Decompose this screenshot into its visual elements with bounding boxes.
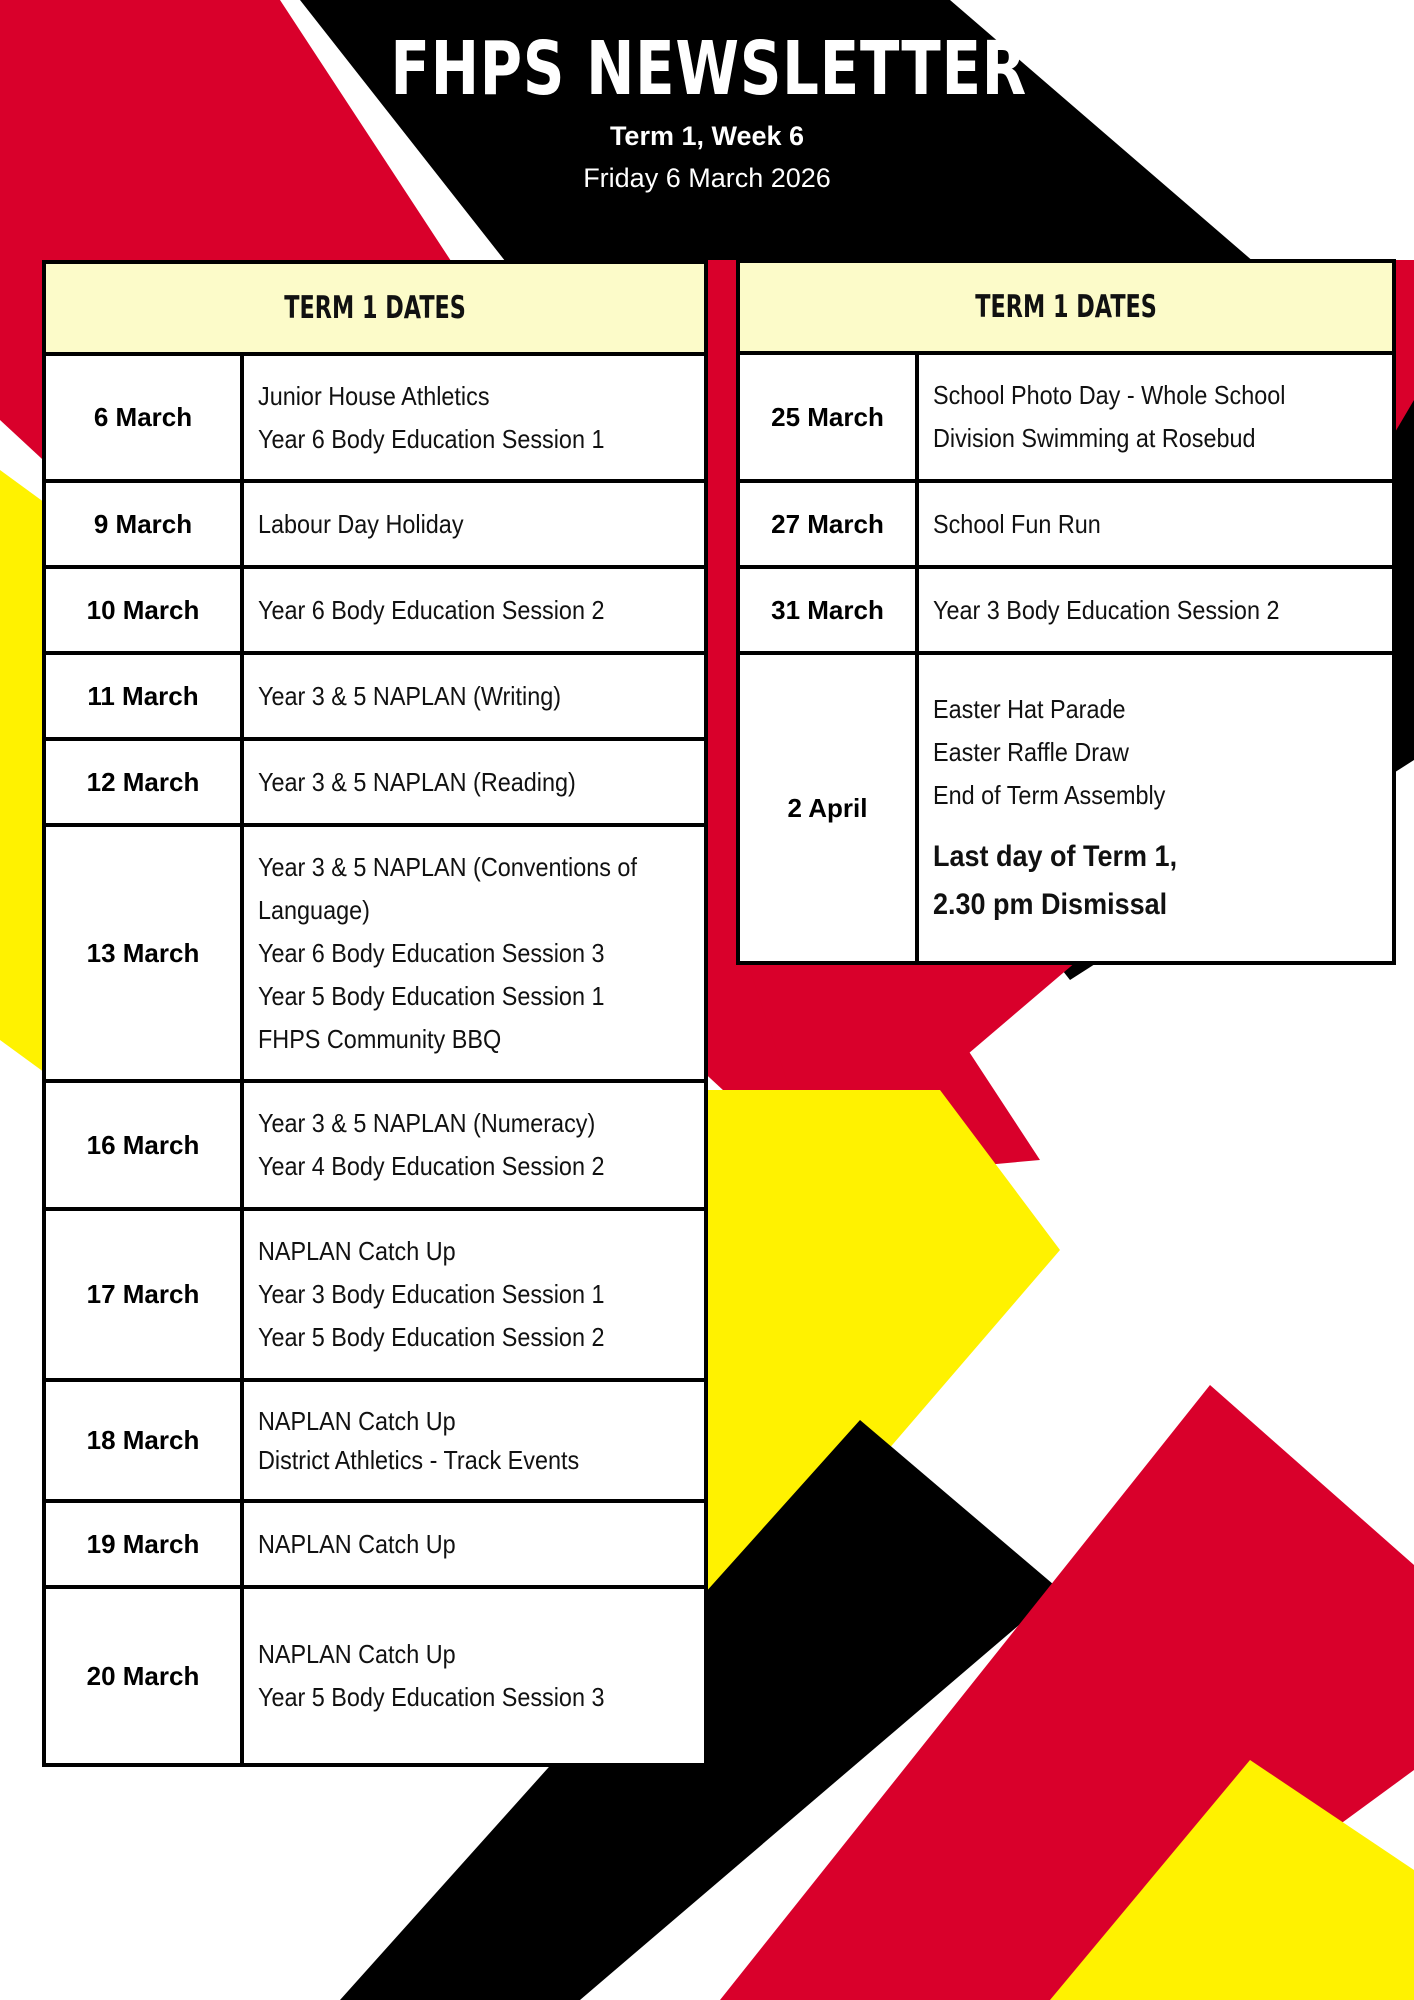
table-row — [44, 1380, 706, 1501]
event-item: Division Swimming at Rosebud — [933, 423, 1256, 453]
event-list — [917, 653, 1394, 963]
event-item: Year 3 & 5 NAPLAN (Reading) — [258, 766, 576, 797]
table-heading: TERM 1 DATES — [44, 262, 706, 354]
event-date: 25 March — [738, 353, 917, 481]
table-row — [738, 653, 1394, 963]
dismissal-notice: 2.30 pm Dismissal — [933, 887, 1168, 921]
event-item: District Athletics - Track Events — [258, 1444, 580, 1475]
event-item: Easter Hat Parade — [933, 693, 1126, 724]
event-item: FHPS Community BBQ — [258, 1023, 502, 1054]
event-item: Year 3 & 5 NAPLAN (Writing) — [258, 680, 562, 711]
event-date: 6 March — [44, 354, 242, 481]
event-list — [242, 825, 706, 1081]
table-row — [44, 653, 706, 739]
event-date: 18 March — [44, 1380, 242, 1501]
event-list — [242, 1587, 706, 1765]
event-list — [917, 567, 1394, 653]
event-list — [242, 1501, 706, 1587]
event-date: 11 March — [44, 653, 242, 739]
table-heading: TERM 1 DATES — [738, 261, 1394, 353]
event-list — [242, 1209, 706, 1380]
table-row — [44, 1209, 706, 1380]
table-row — [44, 1081, 706, 1209]
event-item: Year 5 Body Education Session 2 — [258, 1322, 605, 1352]
event-date: 12 March — [44, 739, 242, 825]
event-date: 20 March — [44, 1587, 242, 1765]
event-item: Easter Raffle Draw — [933, 736, 1129, 767]
table-row — [44, 481, 706, 567]
event-item: NAPLAN Catch Up — [258, 1639, 456, 1669]
spacer — [933, 817, 1334, 833]
event-date: 2 April — [738, 653, 917, 963]
event-list — [917, 481, 1394, 567]
last-day-notice: Last day of Term 1, — [933, 839, 1178, 873]
event-item: Labour Day Holiday — [258, 508, 464, 539]
event-list — [242, 739, 706, 825]
event-list — [242, 481, 706, 567]
event-item: Year 3 & 5 NAPLAN (Numeracy) — [258, 1108, 596, 1138]
table-row — [44, 1501, 706, 1587]
event-item: NAPLAN Catch Up — [258, 1528, 456, 1559]
event-list — [242, 1380, 706, 1501]
event-item: Junior House Athletics — [258, 380, 490, 411]
event-date: 16 March — [44, 1081, 242, 1209]
event-list — [242, 567, 706, 653]
newsletter-term-week: Term 1, Week 6 — [609, 121, 805, 151]
event-item: Year 3 Body Education Session 1 — [258, 1279, 605, 1309]
event-date: 27 March — [738, 481, 917, 567]
event-item: School Fun Run — [933, 508, 1101, 539]
table-row — [44, 739, 706, 825]
event-item: NAPLAN Catch Up — [258, 1405, 456, 1436]
table-row — [738, 353, 1394, 481]
table-row — [44, 1587, 706, 1765]
event-list — [242, 1081, 706, 1209]
event-date: 31 March — [738, 567, 917, 653]
event-item: Year 3 Body Education Session 2 — [933, 594, 1280, 625]
event-item: Year 5 Body Education Session 3 — [258, 1682, 605, 1712]
table-row — [44, 825, 706, 1081]
event-item: Year 3 & 5 NAPLAN (Conventions of Language) — [258, 851, 637, 925]
newsletter-title: FHPS NEWSLETTER — [390, 26, 1028, 112]
newsletter-date: Friday 6 March 2026 — [583, 163, 831, 193]
event-item: End of Term Assembly — [933, 779, 1166, 810]
term-dates-table-left — [42, 260, 708, 1767]
event-list — [917, 353, 1394, 481]
event-item: Year 4 Body Education Session 2 — [258, 1151, 605, 1181]
event-item: School Photo Day - Whole School — [933, 380, 1286, 410]
event-date: 9 March — [44, 481, 242, 567]
table-row — [738, 567, 1394, 653]
event-list — [242, 354, 706, 481]
event-list — [242, 653, 706, 739]
event-item: Year 6 Body Education Session 1 — [258, 423, 605, 454]
event-date: 17 March — [44, 1209, 242, 1380]
table-row — [44, 354, 706, 481]
event-date: 10 March — [44, 567, 242, 653]
event-item: Year 5 Body Education Session 1 — [258, 980, 605, 1011]
term-dates-table-right — [736, 259, 1396, 965]
event-date: 13 March — [44, 825, 242, 1081]
event-item: Year 6 Body Education Session 3 — [258, 937, 605, 968]
table-row — [44, 567, 706, 653]
event-item: NAPLAN Catch Up — [258, 1236, 456, 1266]
event-date: 19 March — [44, 1501, 242, 1587]
event-item: Year 6 Body Education Session 2 — [258, 594, 605, 625]
table-row — [738, 481, 1394, 567]
